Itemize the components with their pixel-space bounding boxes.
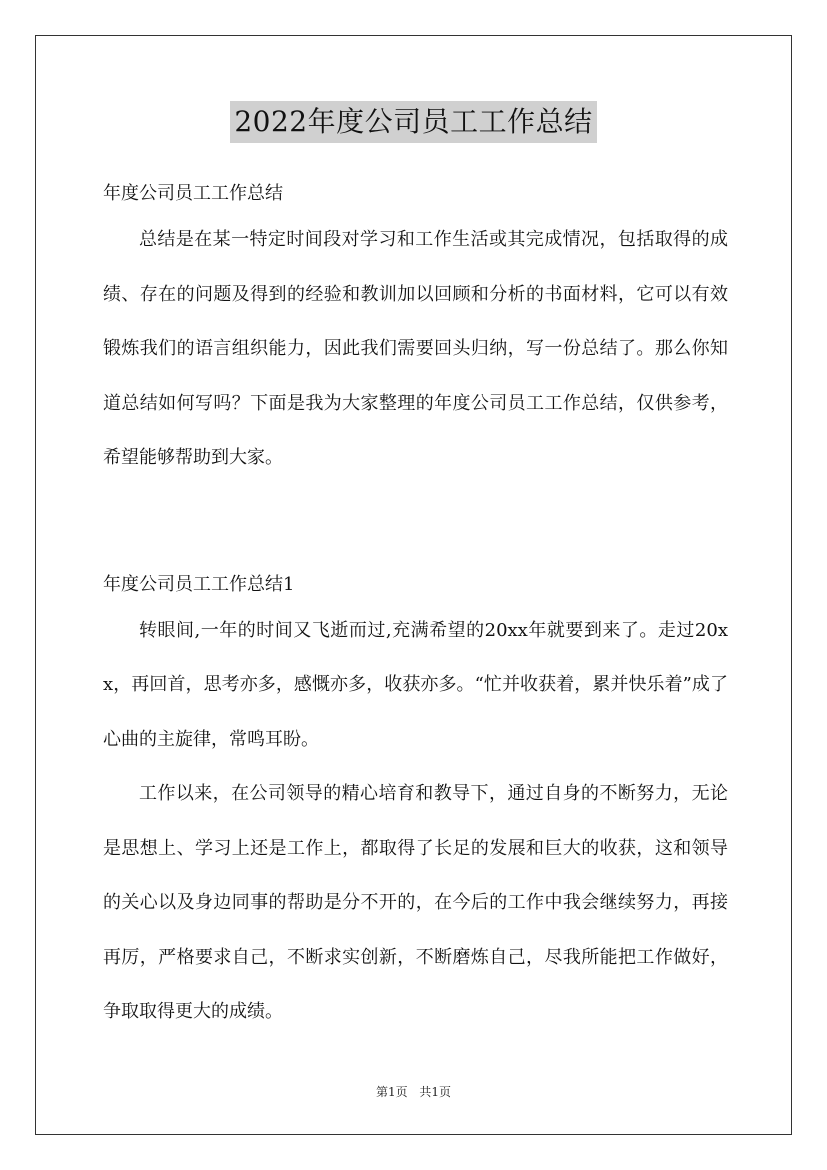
document-title: 2022年度公司员工工作总结: [230, 101, 596, 143]
document-body: [103, 175, 728, 1040]
page-footer: [0, 1083, 827, 1101]
page-number-total: 共1页: [419, 1085, 452, 1099]
spacer: [103, 486, 728, 566]
section-heading-1: 年度公司员工工作总结1: [103, 573, 295, 595]
section1-paragraph-2: 工作以来，在公司领导的精心培育和教导下，通过自身的不断努力，无论是思想上、学习上还是工作上，都取得了长足的发展和巨大的收获，这和领导的关心以及身边同事的帮助是分不开的，在今后的工作中我会继续努力，再接再厉，严格要求自己，不断求实创新，不断磨炼自己，尽我所能把工作做好，争取取得更大的成绩。: [103, 783, 728, 1022]
subtitle: 年度公司员工工作总结: [103, 183, 283, 204]
section1-paragraph-1: 转眼间,一年的时间又飞逝而过,充满希望的20xx年就要到来了。走过20xx，再回首，思考亦多，感慨亦多，收获亦多。“忙并收获着，累并快乐着”成了心曲的主旋律，常鸣耳盼。: [103, 619, 728, 750]
intro-paragraph: 总结是在某一特定时间段对学习和工作生活或其完成情况，包括取得的成绩、存在的问题及得到的经验和教训加以回顾和分析的书面材料，它可以有效锻炼我们的语言组织能力，因此我们需要回头归纳，写一份总结了。那么你知道总结如何写吗？下面是我为大家整理的年度公司员工工作总结，仅供参考，希望能够帮助到大家。: [103, 229, 728, 468]
title-container: [0, 101, 827, 143]
page-number-current: 第1页: [375, 1085, 408, 1099]
